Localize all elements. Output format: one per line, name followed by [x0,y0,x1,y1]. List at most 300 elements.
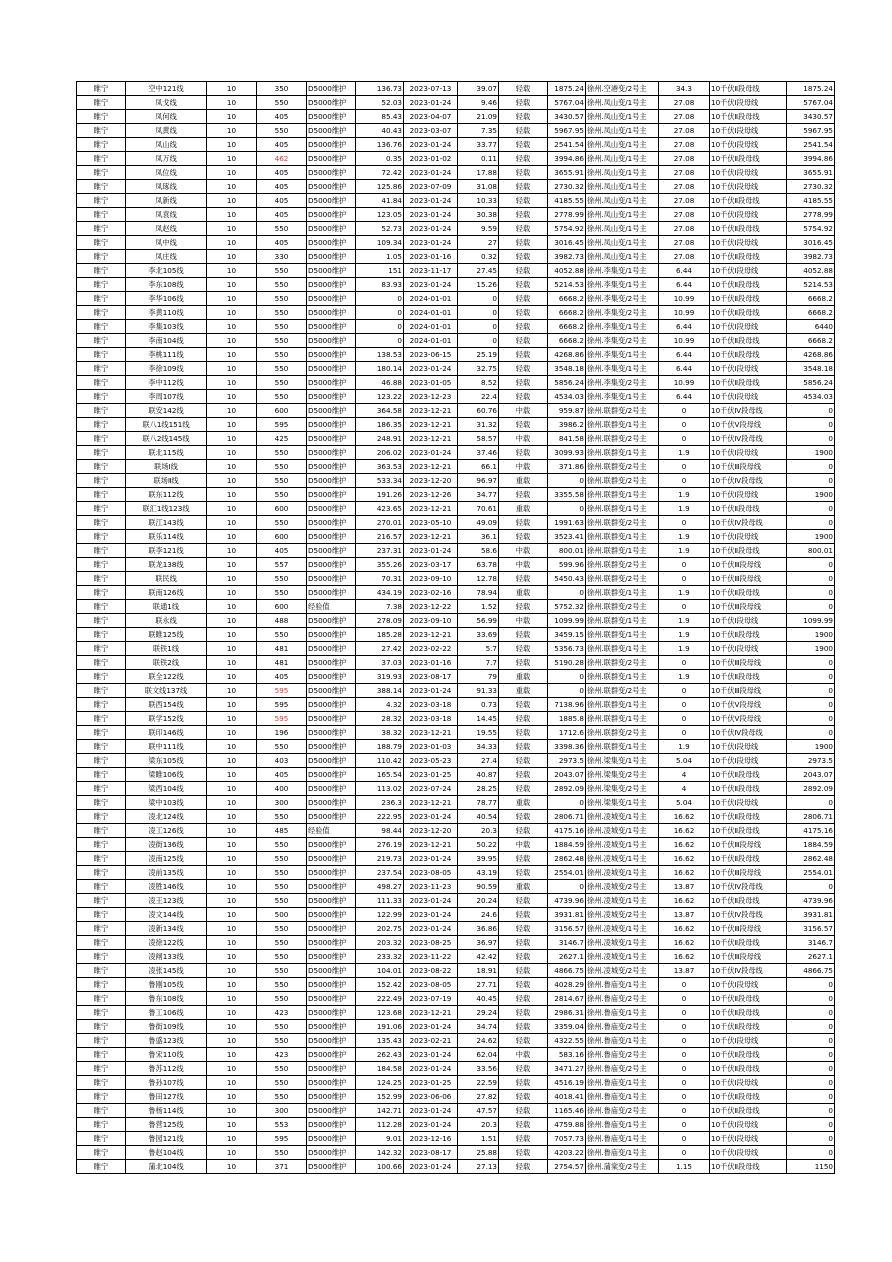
cell-current-load: 142.32 [356,1146,404,1160]
cell-data-source: D5000维护 [307,306,356,320]
cell-line-name: 凤庄线 [126,250,207,264]
cell-transformer: 徐州.李集变/2号主 [586,376,659,390]
cell-line-name: 李徐109线 [126,362,207,376]
cell-voltage: 10 [207,936,257,950]
cell-transferable-capacity: 1099.99 [787,614,835,628]
cell-current-load: 388.14 [356,684,404,698]
cell-peak-date: 2023-01-24 [404,278,458,292]
cell-bus-section: 10千伏Ⅱ段母线 [710,222,787,236]
cell-current-load: 188.79 [356,740,404,754]
cell-available-capacity: 4052.88 [548,264,586,278]
cell-area: 睢宁 [77,320,126,334]
table-row [77,1048,835,1062]
cell-current-load: 152.42 [356,978,404,992]
cell-load-status: 轻载 [499,698,548,712]
cell-rated-capacity: 550 [257,978,307,992]
cell-transformer-load: 27.08 [659,152,710,166]
cell-available-capacity: 2554.01 [548,866,586,880]
cell-transformer-load: 0 [659,516,710,530]
table-row [77,726,835,740]
cell-current-load: 233.32 [356,950,404,964]
cell-transformer: 徐州.凌城变/1号主 [586,950,659,964]
cell-available-capacity: 5450.43 [548,572,586,586]
cell-current-load: 100.66 [356,1160,404,1174]
cell-transformer: 徐州.梁集变/2号主 [586,782,659,796]
table-row [77,922,835,936]
cell-voltage: 10 [207,992,257,1006]
cell-bus-section: 10千伏Ⅱ段母线 [710,1090,787,1104]
cell-current-load: 262.43 [356,1048,404,1062]
cell-voltage: 10 [207,138,257,152]
cell-data-source: D5000维护 [307,292,356,306]
cell-transferable-capacity: 0 [787,712,835,726]
cell-transformer-load: 10.99 [659,376,710,390]
cell-current-load: 109.34 [356,236,404,250]
cell-line-name: 联东112线 [126,488,207,502]
table-row [77,1132,835,1146]
table-row [77,1076,835,1090]
cell-current-load: 363.53 [356,460,404,474]
cell-bus-section: 10千伏Ⅱ段母线 [710,824,787,838]
cell-load-status: 轻载 [499,222,548,236]
cell-available-capacity: 6668.2 [548,292,586,306]
cell-current-load: 7.38 [356,600,404,614]
cell-rated-capacity: 405 [257,236,307,250]
cell-load-status: 轻载 [499,390,548,404]
cell-available-capacity: 599.96 [548,558,586,572]
cell-transformer: 徐州.凤山变/1号主 [586,110,659,124]
cell-area: 睢宁 [77,530,126,544]
cell-transferable-capacity: 0 [787,586,835,600]
cell-load-rate: 78.94 [458,586,499,600]
cell-data-source: D5000维护 [307,264,356,278]
cell-current-load: 355.26 [356,558,404,572]
cell-bus-section: 10千伏Ⅱ段母线 [710,768,787,782]
cell-data-source: D5000维护 [307,908,356,922]
table-row [77,754,835,768]
cell-line-name: 鲁街109线 [126,1020,207,1034]
cell-transformer: 徐州.联群变/1号主 [586,712,659,726]
cell-available-capacity: 4018.41 [548,1090,586,1104]
cell-rated-capacity: 330 [257,250,307,264]
cell-load-status: 轻载 [499,278,548,292]
cell-area: 睢宁 [77,810,126,824]
cell-voltage: 10 [207,236,257,250]
cell-available-capacity: 2986.31 [548,1006,586,1020]
cell-bus-section: 10千伏Ⅰ段母线 [710,236,787,250]
table-row [77,544,835,558]
cell-load-status: 轻载 [499,348,548,362]
cell-line-name: 凤何线 [126,110,207,124]
cell-transformer: 徐州.凤山变/1号主 [586,208,659,222]
cell-load-status: 轻载 [499,810,548,824]
cell-area: 睢宁 [77,460,126,474]
cell-line-name: 梁西104线 [126,782,207,796]
cell-bus-section: 10千伏Ⅲ段母线 [710,656,787,670]
cell-transformer: 徐州.鲁庙变/1号主 [586,1076,659,1090]
cell-load-status: 轻载 [499,866,548,880]
cell-transformer: 徐州.李集变/2号主 [586,306,659,320]
cell-bus-section: 10千伏Ⅲ段母线 [710,460,787,474]
cell-area: 睢宁 [77,516,126,530]
table-row [77,320,835,334]
cell-data-source: D5000维护 [307,544,356,558]
cell-area: 睢宁 [77,698,126,712]
cell-load-status: 轻载 [499,82,548,96]
cell-data-source: D5000维护 [307,1062,356,1076]
cell-voltage: 10 [207,474,257,488]
cell-available-capacity: 4322.55 [548,1034,586,1048]
cell-bus-section: 10千伏Ⅲ段母线 [710,684,787,698]
cell-load-status: 轻载 [499,250,548,264]
cell-load-status: 轻载 [499,600,548,614]
cell-available-capacity: 4739.96 [548,894,586,908]
cell-transformer: 徐州.联群变/1号主 [586,502,659,516]
cell-bus-section: 10千伏Ⅱ段母线 [710,376,787,390]
cell-peak-date: 2023-01-24 [404,96,458,110]
cell-data-source: D5000维护 [307,96,356,110]
cell-peak-date: 2023-01-25 [404,768,458,782]
cell-voltage: 10 [207,1118,257,1132]
cell-load-rate: 42.42 [458,950,499,964]
cell-peak-date: 2023-07-19 [404,992,458,1006]
cell-rated-capacity: 481 [257,656,307,670]
feeder-load-table [76,81,835,1174]
cell-voltage: 10 [207,124,257,138]
cell-load-rate: 20.24 [458,894,499,908]
cell-load-status: 轻载 [499,726,548,740]
table-row [77,656,835,670]
cell-available-capacity: 3994.86 [548,152,586,166]
cell-voltage: 10 [207,586,257,600]
cell-bus-section: 10千伏Ⅰ段母线 [710,796,787,810]
cell-peak-date: 2023-01-24 [404,138,458,152]
cell-current-load: 52.03 [356,96,404,110]
cell-load-rate: 28.25 [458,782,499,796]
cell-transformer: 徐州.凤山变/1号主 [586,138,659,152]
cell-line-name: 李周107线 [126,390,207,404]
table-row [77,586,835,600]
cell-transformer: 徐州.鲁庙变/1号主 [586,978,659,992]
cell-line-name: 联八1线151线 [126,418,207,432]
cell-peak-date: 2023-12-22 [404,600,458,614]
cell-bus-section: 10千伏Ⅱ段母线 [710,502,787,516]
cell-available-capacity: 2973.5 [548,754,586,768]
cell-transformer: 徐州.鲁庙变/1号主 [586,1090,659,1104]
table-row [77,600,835,614]
cell-line-name: 凤袁线 [126,208,207,222]
cell-data-source: D5000维护 [307,488,356,502]
cell-available-capacity: 2043.07 [548,768,586,782]
cell-current-load: 28.32 [356,712,404,726]
table-row [77,166,835,180]
cell-peak-date: 2023-02-21 [404,1034,458,1048]
cell-line-name: 凌前135线 [126,866,207,880]
cell-transformer-load: 1.9 [659,740,710,754]
cell-area: 睢宁 [77,474,126,488]
cell-available-capacity: 4534.03 [548,390,586,404]
cell-area: 睢宁 [77,838,126,852]
cell-peak-date: 2023-01-25 [404,1076,458,1090]
cell-data-source: D5000维护 [307,1160,356,1174]
cell-load-rate: 0.11 [458,152,499,166]
cell-load-status: 轻载 [499,992,548,1006]
cell-bus-section: 10千伏Ⅲ段母线 [710,600,787,614]
cell-voltage: 10 [207,152,257,166]
cell-bus-section: 10千伏Ⅳ段母线 [710,880,787,894]
cell-rated-capacity: 550 [257,376,307,390]
cell-transformer: 徐州.联群变/2号主 [586,432,659,446]
cell-area: 睢宁 [77,96,126,110]
cell-line-name: 凤黄线 [126,124,207,138]
cell-load-status: 重载 [499,796,548,810]
cell-peak-date: 2023-12-20 [404,474,458,488]
cell-data-source: D5000维护 [307,222,356,236]
table-row [77,418,835,432]
cell-current-load: 0 [356,306,404,320]
table-row [77,1160,835,1174]
cell-load-rate: 25.19 [458,348,499,362]
cell-rated-capacity: 550 [257,334,307,348]
table-row [77,222,835,236]
cell-load-rate: 24.62 [458,1034,499,1048]
cell-load-status: 轻载 [499,334,548,348]
cell-data-source: D5000维护 [307,530,356,544]
cell-load-rate: 9.46 [458,96,499,110]
cell-transferable-capacity: 6668.2 [787,334,835,348]
cell-current-load: 236.3 [356,796,404,810]
cell-transformer-load: 1.9 [659,614,710,628]
cell-rated-capacity: 600 [257,530,307,544]
cell-voltage: 10 [207,1062,257,1076]
table-row [77,334,835,348]
cell-peak-date: 2023-05-23 [404,754,458,768]
cell-bus-section: 10千伏Ⅱ段母线 [710,852,787,866]
cell-peak-date: 2023-01-05 [404,376,458,390]
cell-rated-capacity: 405 [257,138,307,152]
cell-load-status: 轻载 [499,320,548,334]
cell-peak-date: 2023-11-17 [404,264,458,278]
cell-current-load: 364.58 [356,404,404,418]
cell-available-capacity: 2806.71 [548,810,586,824]
table-row [77,446,835,460]
cell-current-load: 219.73 [356,852,404,866]
cell-available-capacity: 3099.93 [548,446,586,460]
cell-rated-capacity: 550 [257,278,307,292]
cell-available-capacity: 4185.55 [548,194,586,208]
table-row [77,894,835,908]
cell-peak-date: 2023-12-21 [404,404,458,418]
cell-load-rate: 27.82 [458,1090,499,1104]
cell-available-capacity: 3982.73 [548,250,586,264]
cell-bus-section: 10千伏Ⅱ段母线 [710,1104,787,1118]
cell-peak-date: 2023-01-24 [404,908,458,922]
cell-rated-capacity: 550 [257,810,307,824]
table-row [77,852,835,866]
cell-rated-capacity: 550 [257,1020,307,1034]
cell-data-source: D5000维护 [307,1034,356,1048]
cell-bus-section: 10千伏Ⅰ段母线 [710,166,787,180]
cell-available-capacity: 3523.41 [548,530,586,544]
cell-available-capacity: 5856.24 [548,376,586,390]
cell-data-source: D5000维护 [307,1104,356,1118]
cell-bus-section: 10千伏Ⅱ段母线 [710,628,787,642]
cell-load-rate: 43.19 [458,866,499,880]
cell-voltage: 10 [207,432,257,446]
table-row [77,810,835,824]
cell-transformer: 徐州.凤山变/1号主 [586,250,659,264]
cell-current-load: 248.91 [356,432,404,446]
cell-area: 睢宁 [77,222,126,236]
cell-rated-capacity: 550 [257,460,307,474]
table-row [77,194,835,208]
cell-peak-date: 2023-01-24 [404,1048,458,1062]
cell-transferable-capacity: 4268.86 [787,348,835,362]
cell-current-load: 46.88 [356,376,404,390]
cell-peak-date: 2023-12-23 [404,390,458,404]
cell-available-capacity: 959.87 [548,404,586,418]
cell-bus-section: 10千伏Ⅱ段母线 [710,936,787,950]
table-row [77,712,835,726]
cell-current-load: 1.05 [356,250,404,264]
cell-area: 睢宁 [77,908,126,922]
cell-load-rate: 34.74 [458,1020,499,1034]
cell-peak-date: 2023-09-10 [404,572,458,586]
cell-load-rate: 40.54 [458,810,499,824]
cell-available-capacity: 6668.2 [548,306,586,320]
cell-voltage: 10 [207,278,257,292]
cell-rated-capacity: 550 [257,586,307,600]
cell-peak-date: 2023-01-24 [404,894,458,908]
cell-bus-section: 10千伏Ⅳ段母线 [710,432,787,446]
cell-area: 睢宁 [77,600,126,614]
cell-voltage: 10 [207,908,257,922]
cell-available-capacity: 841.58 [548,432,586,446]
cell-load-status: 重载 [499,502,548,516]
cell-peak-date: 2023-01-02 [404,152,458,166]
cell-peak-date: 2023-03-07 [404,124,458,138]
cell-transferable-capacity: 1900 [787,446,835,460]
cell-voltage: 10 [207,740,257,754]
cell-data-source: D5000维护 [307,180,356,194]
cell-voltage: 10 [207,250,257,264]
cell-peak-date: 2023-01-24 [404,166,458,180]
cell-line-name: 凌张145线 [126,964,207,978]
table-row [77,866,835,880]
cell-line-name: 鲁赵104线 [126,1146,207,1160]
cell-line-name: 联李121线 [126,544,207,558]
cell-data-source: D5000维护 [307,586,356,600]
cell-current-load: 0 [356,334,404,348]
cell-available-capacity: 3655.91 [548,166,586,180]
cell-current-load: 185.28 [356,628,404,642]
cell-line-name: 鲁杨114线 [126,1104,207,1118]
cell-load-status: 轻载 [499,1076,548,1090]
cell-available-capacity: 2541.54 [548,138,586,152]
cell-available-capacity: 0 [548,684,586,698]
cell-load-rate: 21.09 [458,110,499,124]
cell-load-rate: 30.38 [458,208,499,222]
table-row [77,1062,835,1076]
cell-transferable-capacity: 1900 [787,642,835,656]
cell-data-source: D5000维护 [307,726,356,740]
table-row [77,1146,835,1160]
cell-load-rate: 7.35 [458,124,499,138]
cell-load-status: 轻载 [499,824,548,838]
cell-transformer-load: 0 [659,460,710,474]
cell-peak-date: 2024-01-01 [404,292,458,306]
cell-load-status: 轻载 [499,894,548,908]
cell-area: 睢宁 [77,334,126,348]
cell-voltage: 10 [207,390,257,404]
cell-rated-capacity: 550 [257,222,307,236]
cell-voltage: 10 [207,1076,257,1090]
cell-rated-capacity: 595 [257,418,307,432]
cell-available-capacity: 583.16 [548,1048,586,1062]
cell-area: 睢宁 [77,82,126,96]
cell-voltage: 10 [207,754,257,768]
cell-current-load: 319.93 [356,670,404,684]
cell-rated-capacity: 550 [257,838,307,852]
table-row [77,880,835,894]
cell-transferable-capacity: 6668.2 [787,292,835,306]
cell-transformer: 徐州.鲁庙变/2号主 [586,1020,659,1034]
cell-line-name: 联铁2线 [126,656,207,670]
cell-available-capacity: 4175.16 [548,824,586,838]
cell-data-source: D5000维护 [307,572,356,586]
cell-bus-section: 10千伏Ⅱ段母线 [710,1062,787,1076]
cell-data-source: D5000维护 [307,810,356,824]
cell-bus-section: 10千伏Ⅱ段母线 [710,586,787,600]
cell-bus-section: 10千伏Ⅱ段母线 [710,992,787,1006]
cell-bus-section: 10千伏Ⅰ段母线 [710,180,787,194]
cell-line-name: 联全122线 [126,670,207,684]
cell-area: 睢宁 [77,922,126,936]
cell-bus-section: 10千伏Ⅰ段母线 [710,264,787,278]
cell-available-capacity: 1885.8 [548,712,586,726]
cell-bus-section: 10千伏Ⅳ段母线 [710,964,787,978]
cell-bus-section: 10千伏Ⅱ段母线 [710,278,787,292]
cell-rated-capacity: 550 [257,292,307,306]
cell-available-capacity: 4268.86 [548,348,586,362]
cell-transferable-capacity: 3430.57 [787,110,835,124]
cell-voltage: 10 [207,208,257,222]
cell-transformer: 徐州.联群变/1号主 [586,698,659,712]
cell-load-status: 轻载 [499,96,548,110]
cell-transformer-load: 4 [659,782,710,796]
cell-available-capacity: 0 [548,502,586,516]
cell-transformer: 徐州.凌城变/1号主 [586,838,659,852]
cell-peak-date: 2023-12-21 [404,628,458,642]
cell-load-status: 轻载 [499,292,548,306]
cell-load-status: 中载 [499,838,548,852]
cell-area: 睢宁 [77,586,126,600]
cell-transformer: 徐州.鲁庙变/2号主 [586,992,659,1006]
table-row [77,306,835,320]
cell-transferable-capacity: 2862.48 [787,852,835,866]
table-row [77,376,835,390]
cell-peak-date: 2023-12-16 [404,1132,458,1146]
cell-area: 睢宁 [77,390,126,404]
cell-load-rate: 0 [458,292,499,306]
cell-available-capacity: 5754.92 [548,222,586,236]
cell-transferable-capacity: 0 [787,1048,835,1062]
cell-peak-date: 2023-01-24 [404,1104,458,1118]
cell-line-name: 联北115线 [126,446,207,460]
cell-line-name: 联南126线 [126,586,207,600]
cell-transformer-load: 0 [659,726,710,740]
cell-line-name: 鲁刚105线 [126,978,207,992]
